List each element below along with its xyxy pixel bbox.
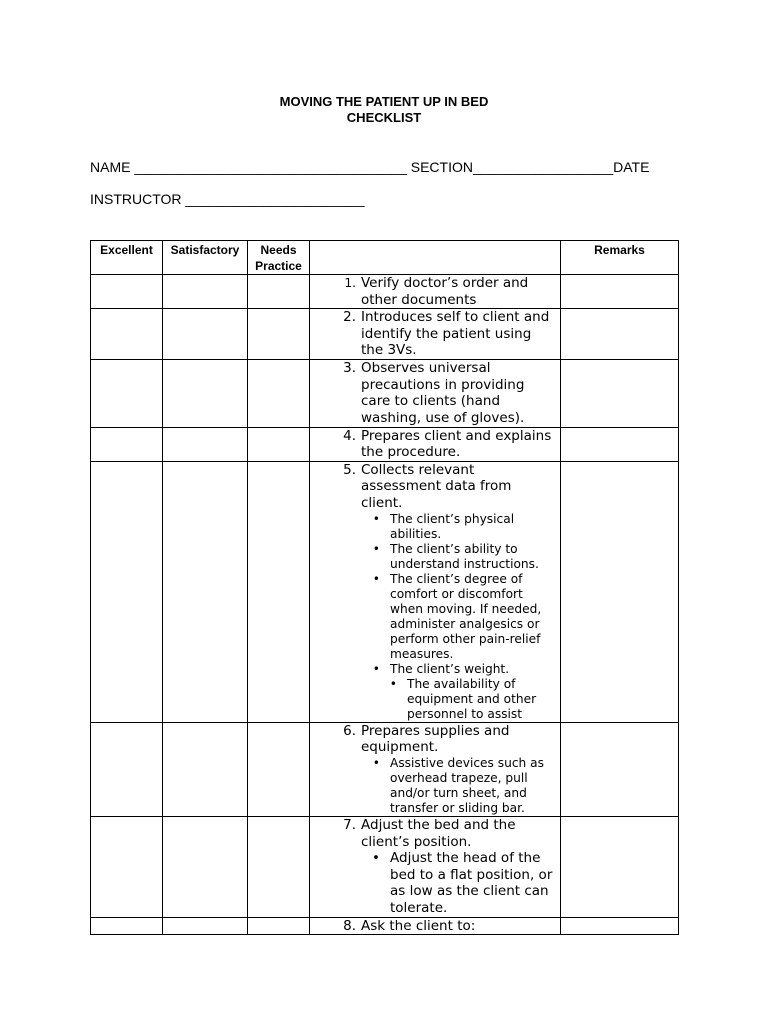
bullet-icon: • — [372, 661, 380, 676]
excellent-cell[interactable] — [91, 917, 163, 935]
satisfactory-cell[interactable] — [163, 427, 248, 461]
step-text: Ask the client to: — [361, 917, 476, 934]
procedure-cell — [310, 427, 561, 461]
step-row-5 — [91, 461, 679, 722]
step-row-4 — [91, 427, 679, 461]
step-text: Prepares supplies and equipment. — [361, 722, 510, 756]
header-row — [91, 241, 679, 275]
step-text: Observes universal precautions in providing care to clients (hand washing, use of gloves). — [361, 360, 525, 426]
needs-practice-cell[interactable] — [248, 275, 310, 309]
remarks-cell[interactable] — [561, 360, 679, 427]
step-number: 6. — [343, 722, 356, 739]
step-number: 8. — [343, 917, 356, 934]
bullet-icon: • — [372, 571, 380, 586]
satisfactory-cell[interactable] — [163, 360, 248, 427]
step-text: Introduces self to client and identify the patient using the 3Vs. — [361, 309, 550, 359]
step-text: Prepares client and explains the procedure. — [361, 427, 552, 461]
step-number: 4. — [343, 427, 356, 444]
bullet-item: • The client’s physical abilities. — [310, 512, 560, 542]
bullet-item: • The client’s ability to understand instructions. — [310, 542, 560, 572]
step-row-1 — [91, 275, 679, 309]
sub-bullet-item: • The availability of equipment and other personnel to assist — [310, 677, 560, 722]
step-text: Adjust the bed and the client’s position. — [361, 816, 516, 850]
excellent-cell[interactable] — [91, 816, 163, 917]
remarks-cell[interactable] — [561, 722, 679, 816]
needs-practice-cell[interactable] — [248, 722, 310, 816]
needs-practice-cell[interactable] — [248, 360, 310, 427]
procedure-cell — [310, 309, 561, 360]
needs-practice-cell[interactable] — [248, 427, 310, 461]
checklist-table — [90, 240, 679, 935]
excellent-cell[interactable] — [91, 360, 163, 427]
remarks-cell[interactable] — [561, 816, 679, 917]
procedure-cell — [310, 917, 561, 935]
excellent-cell[interactable] — [91, 427, 163, 461]
satisfactory-cell[interactable] — [163, 309, 248, 360]
step-number: 2. — [343, 309, 356, 326]
header-procedure — [310, 241, 561, 275]
name-section-date-line: NAME ___________________________________ SECTION__________________DATE — [90, 159, 650, 175]
excellent-cell[interactable] — [91, 309, 163, 360]
bullet-item: • Assistive devices such as overhead trapeze, pull and/or turn sheet, and transfer or sliding bar. — [310, 756, 560, 816]
procedure-cell — [310, 360, 561, 427]
bullet-item: • Adjust the head of the bed to a flat position, or as low as the client can tolerate. — [310, 850, 560, 916]
procedure-cell — [310, 461, 561, 722]
remarks-cell[interactable] — [561, 309, 679, 360]
excellent-cell[interactable] — [91, 461, 163, 722]
header-excellent: Excellent — [91, 241, 163, 275]
document-title: MOVING THE PATIENT UP IN BED — [279, 94, 489, 109]
step-row-7 — [91, 816, 679, 917]
remarks-cell[interactable] — [561, 275, 679, 309]
procedure-cell — [310, 816, 561, 917]
satisfactory-cell[interactable] — [163, 275, 248, 309]
bullet-icon: • — [372, 541, 380, 556]
needs-practice-cell[interactable] — [248, 816, 310, 917]
instructor-line: INSTRUCTOR _______________________ — [90, 191, 365, 207]
remarks-cell[interactable] — [561, 461, 679, 722]
step-row-6 — [91, 722, 679, 816]
procedure-cell — [310, 275, 561, 309]
excellent-cell[interactable] — [91, 722, 163, 816]
step-row-2 — [91, 309, 679, 360]
bullet-icon: • — [372, 850, 380, 867]
header-satisfactory: Satisfactory — [163, 241, 248, 275]
remarks-cell[interactable] — [561, 427, 679, 461]
step-row-3 — [91, 360, 679, 427]
needs-practice-cell[interactable] — [248, 309, 310, 360]
excellent-cell[interactable] — [91, 275, 163, 309]
step-number: 7. — [343, 816, 356, 833]
remarks-cell[interactable] — [561, 917, 679, 935]
step-text: Verify doctor’s order and other documents — [361, 275, 529, 308]
bullet-item: • The client’s weight. — [310, 662, 560, 677]
needs-practice-cell[interactable] — [248, 461, 310, 722]
step-number: 5. — [343, 461, 356, 478]
bullet-icon: • — [372, 755, 380, 770]
procedure-cell — [310, 722, 561, 816]
satisfactory-cell[interactable] — [163, 722, 248, 816]
bullet-icon: • — [372, 511, 380, 526]
needs-practice-cell[interactable] — [248, 917, 310, 935]
step-text: Collects relevant assessment data from client. — [361, 461, 512, 511]
step-number: 1. — [344, 276, 356, 290]
step-row-8 — [91, 917, 679, 935]
header-needs-practice: Needs Practice — [248, 241, 310, 275]
header-remarks: Remarks — [561, 241, 679, 275]
satisfactory-cell[interactable] — [163, 917, 248, 935]
satisfactory-cell[interactable] — [163, 816, 248, 917]
step-number: 3. — [343, 360, 356, 377]
bullet-item: • The client’s degree of comfort or discomfort when moving. If needed, administer analgesics or perform other pain-relief measures. — [310, 572, 560, 662]
document-subtitle: CHECKLIST — [346, 110, 422, 125]
satisfactory-cell[interactable] — [163, 461, 248, 722]
bullet-icon: • — [389, 676, 397, 691]
